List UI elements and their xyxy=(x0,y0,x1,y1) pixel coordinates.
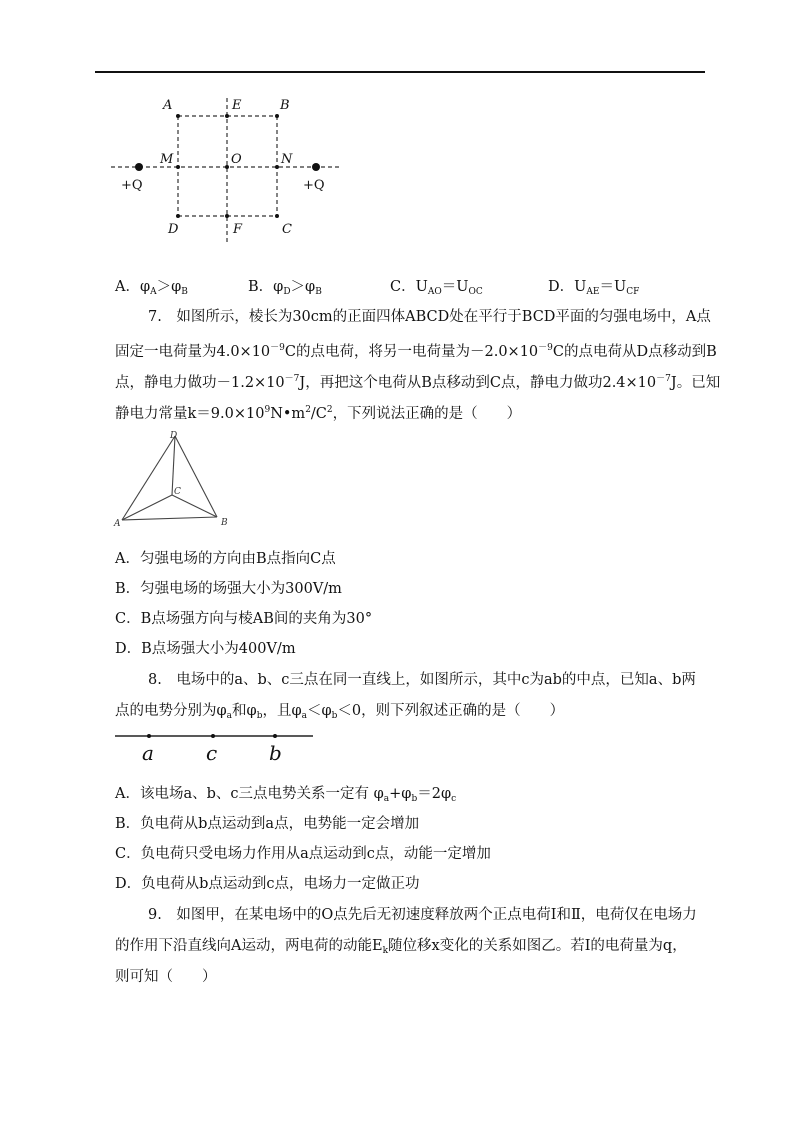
q8-label-b: b xyxy=(269,741,282,765)
q9-line-2: 的作用下沿直线向A运动，两电荷的动能$E_k$随位移x变化的关系如图乙。若Ⅰ的电荷量为q， xyxy=(115,938,687,956)
q7-line-2: 固定一电荷量为$4.0\times 10^{-9}C$的点电荷，将另一电荷量为$-2.0\times 10^{-9}C$的点电荷从D点移动到B xyxy=(115,343,717,360)
q6-option-a[interactable]: A．$\varphi_A>\varphi_B$ xyxy=(115,279,188,297)
label-q-left: +Q xyxy=(121,178,143,193)
point-f xyxy=(225,214,229,218)
q8-option-c[interactable]: C．负电荷只受电场力作用从a点运动到c点，动能一定增加 xyxy=(115,846,491,862)
tetra-label-c: C xyxy=(174,487,181,497)
q9-line-1: 9. 如图甲，在某电场中的O点先后无初速度释放两个正点电荷Ⅰ和Ⅱ，电荷仅在电场力 xyxy=(148,907,697,923)
label-o: O xyxy=(231,152,242,167)
point-c xyxy=(275,214,279,218)
q6-option-b[interactable]: B．$\varphi_D>\varphi_B$ xyxy=(248,279,322,297)
q8-label-a: a xyxy=(142,741,154,765)
label-d: D xyxy=(168,222,179,237)
point-e xyxy=(225,114,229,118)
tetra-label-a: A xyxy=(114,519,121,529)
q8-line-1: 8. 电场中的a、b、c三点在同一直线上，如图所示，其中c为ab的中点，已知a、b两 xyxy=(148,672,696,688)
label-n: N xyxy=(281,152,293,167)
q7-option-c[interactable]: C．B点场强方向与棱AB间的夹角为30° xyxy=(115,611,373,627)
q8-option-a[interactable]: A．该电场a、b、c三点电势关系一定有 $\varphi_a+\varphi_b=2\varphi_c$ xyxy=(115,786,457,804)
label-q-right: +Q xyxy=(303,178,325,193)
label-m: M xyxy=(160,152,174,167)
q7-line-4: 静电力常量$k=9.0\times 10^9N•m^2/C^2$，下列说法正确的是（ ） xyxy=(115,405,522,422)
point-n xyxy=(275,165,279,169)
q8-point-c xyxy=(211,734,215,738)
point-m xyxy=(176,165,180,169)
q8-figure-line xyxy=(115,726,315,766)
q6-options xyxy=(115,277,639,302)
q7-option-d[interactable]: D．B点场强大小为400V/m xyxy=(115,641,296,657)
q8-option-b[interactable]: B．负电荷从b点运动到a点，电势能一定会增加 xyxy=(115,816,420,832)
q7-option-b[interactable]: B．匀强电场的场强大小为300V/m xyxy=(115,581,342,597)
point-d xyxy=(176,214,180,218)
label-f: F xyxy=(233,222,243,237)
q8-line-2: 点的电势分别为$\varphi_a$和$\varphi_b$，且$\varphi_a<\varphi_b<0$，则下列叙述正确的是（ ） xyxy=(115,703,565,721)
q7-line-3: 点，静电力做功$-1.2\times 10^{-7}J$，再把这个电荷从B点移动到C点，静电力做功$2.4\times 10^{-7}J$。已知 xyxy=(115,374,721,391)
label-e: E xyxy=(232,98,242,113)
label-c: C xyxy=(282,222,292,237)
tetra-label-d: D xyxy=(170,431,178,441)
header-rule xyxy=(95,71,705,73)
q6-figure-grid xyxy=(105,92,355,242)
q7-figure-tetrahedron xyxy=(112,430,237,530)
q6-option-d[interactable]: D．$U_{AE}=U_{CF}$ xyxy=(548,279,640,297)
q7-line-1: 7. 如图所示，棱长为30cm的正面四体ABCD处在平行于BCD平面的匀强电场中，A点 xyxy=(148,309,711,325)
q8-point-a xyxy=(147,734,151,738)
q9-line-3: 则可知（ ） xyxy=(115,969,217,985)
point-o xyxy=(225,165,229,169)
tetra-label-b: B xyxy=(221,518,228,528)
point-a xyxy=(176,114,180,118)
q8-label-c: c xyxy=(206,741,218,765)
label-b: B xyxy=(280,98,290,113)
q7-option-a[interactable]: A．匀强电场的方向由B点指向C点 xyxy=(115,551,336,567)
q8-option-d[interactable]: D．负电荷从b点运动到c点，电场力一定做正功 xyxy=(115,876,420,892)
q6-option-c[interactable]: C．$U_{AO}=U_{OC}$ xyxy=(390,279,483,297)
charge-right xyxy=(312,163,320,171)
label-a: A xyxy=(163,98,173,113)
point-b xyxy=(275,114,279,118)
charge-left xyxy=(135,163,143,171)
q8-point-b xyxy=(273,734,277,738)
